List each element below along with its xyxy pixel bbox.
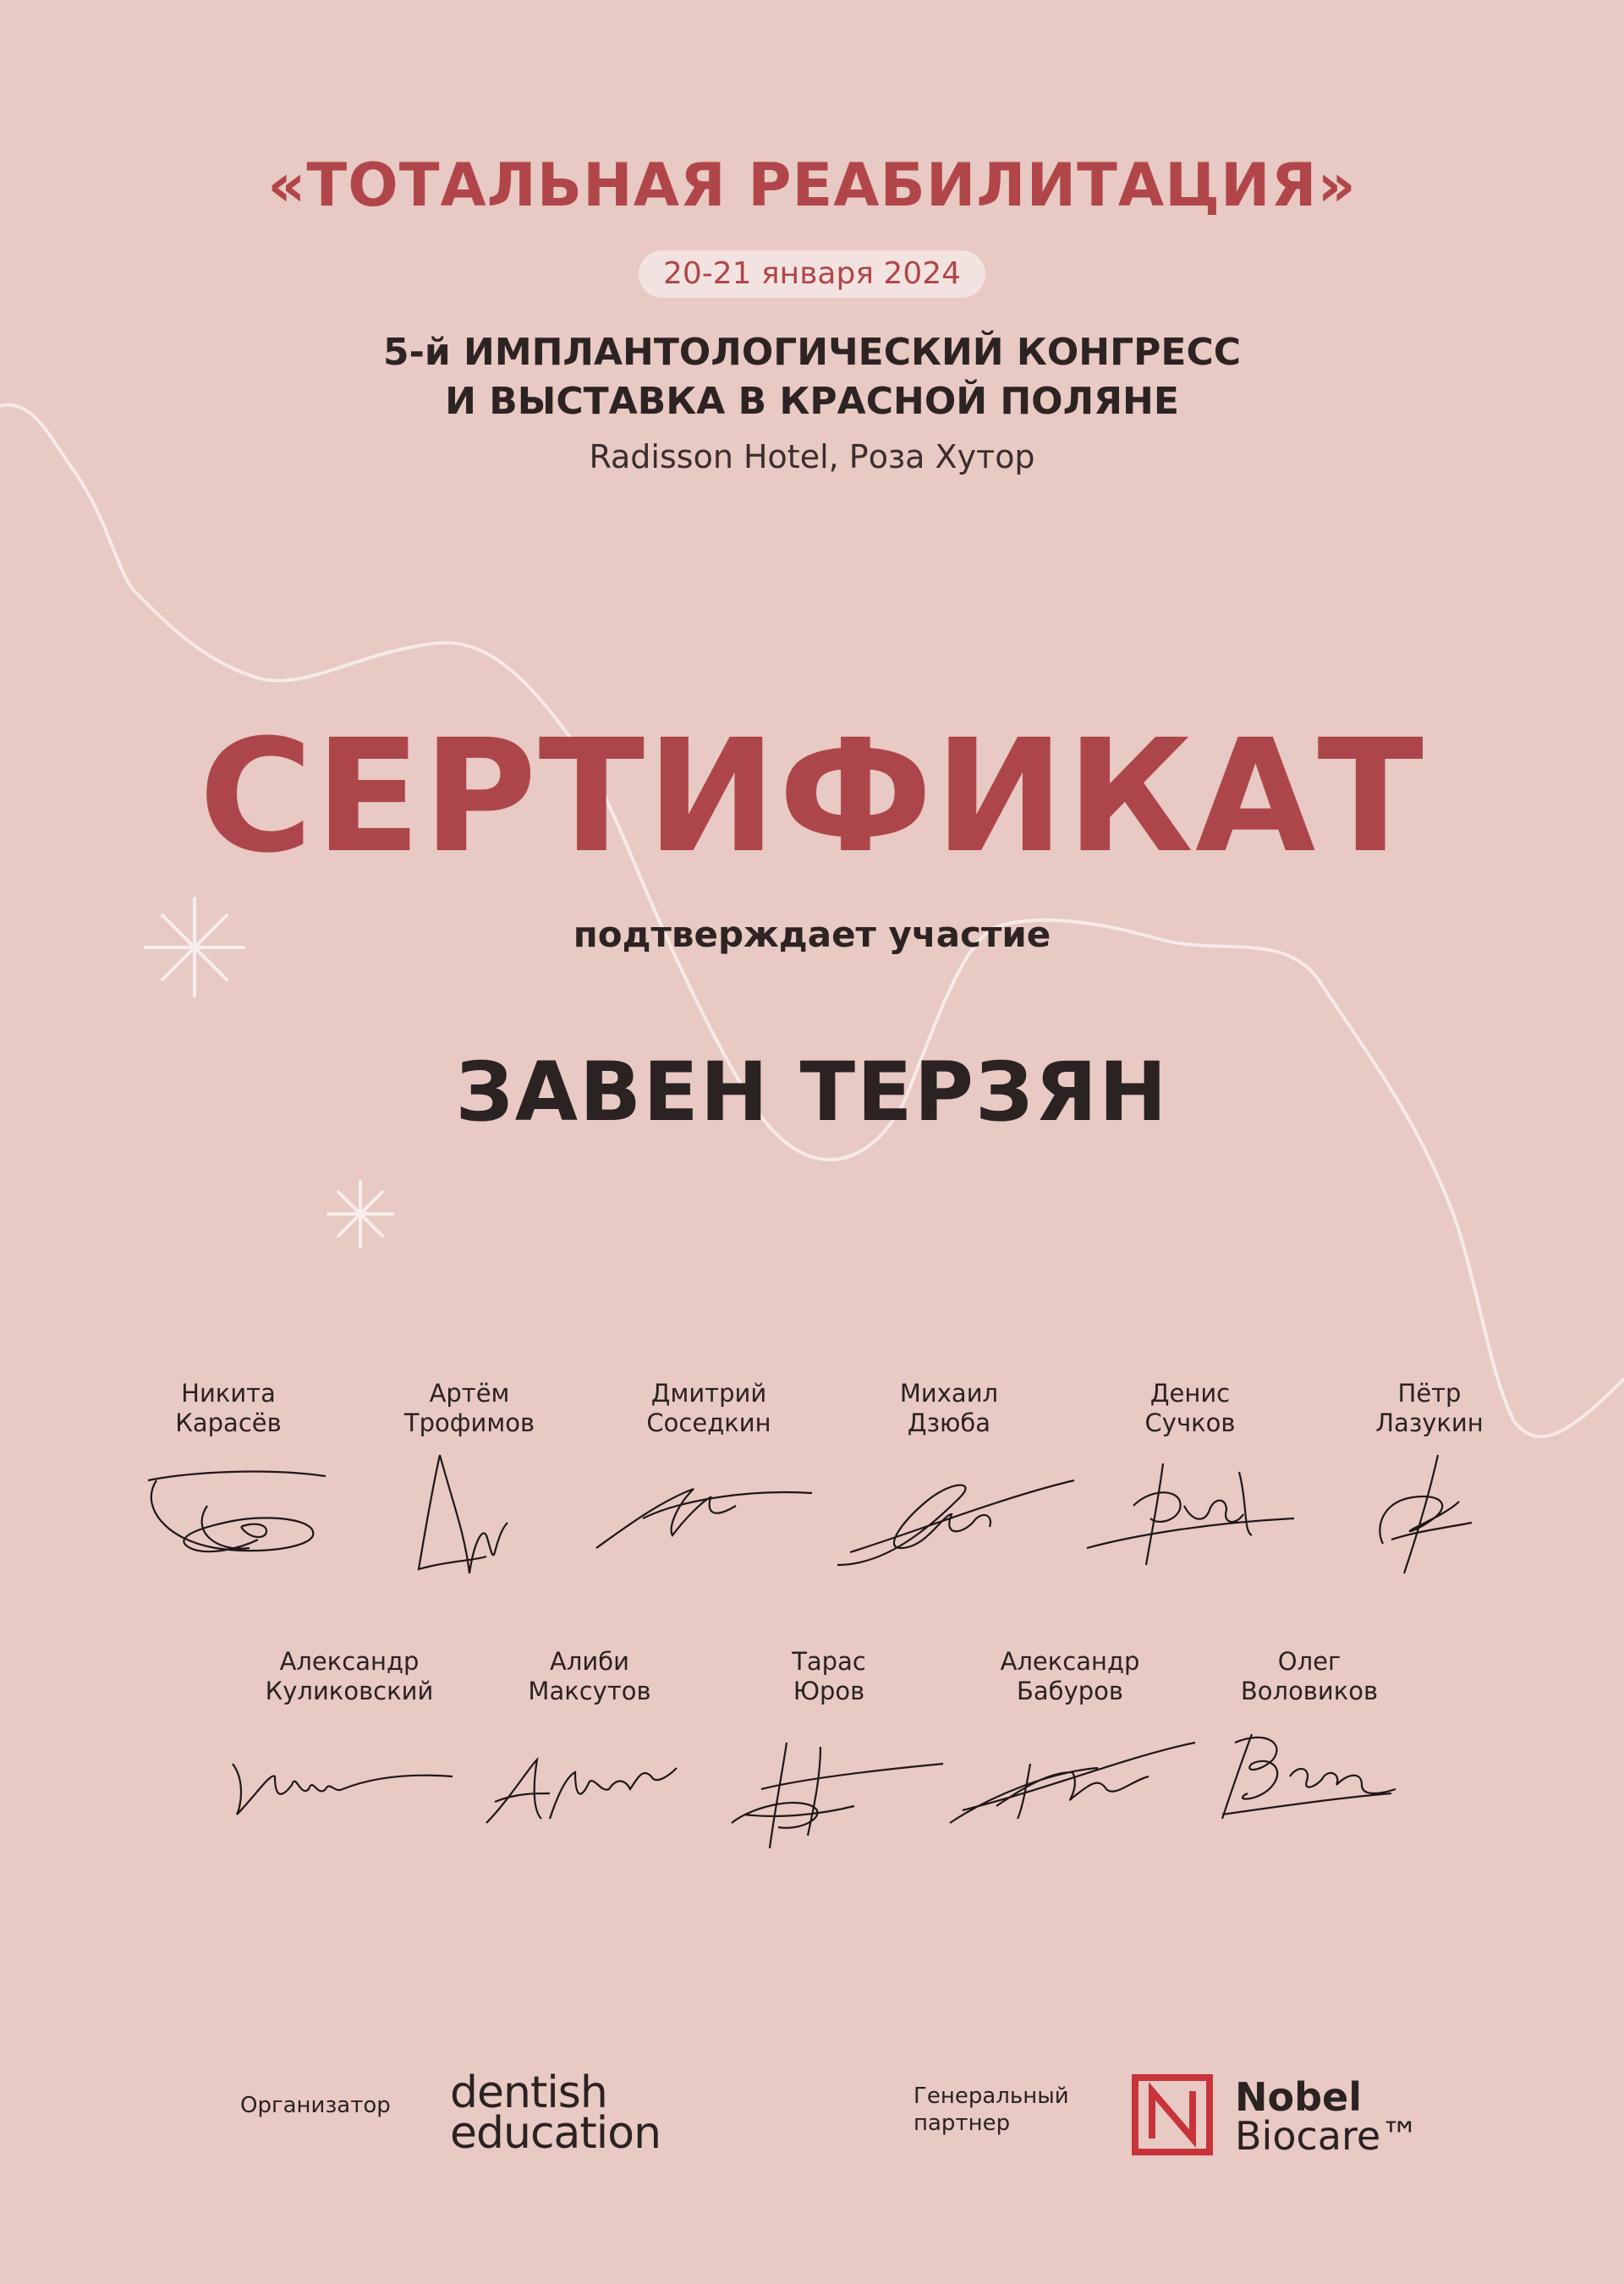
signer-last-name: Юров [793,1677,865,1705]
signer-first-name: Александр [1000,1647,1140,1676]
signature-image [1214,1726,1400,1827]
nobel-biocare-logo [1235,2074,1420,2159]
signature-image [1366,1451,1476,1578]
signer-name [239,1647,459,1706]
signer-first-name: Александр [279,1647,420,1676]
signer-last-name: Максутов [528,1677,651,1705]
signer-last-name: Соседкин [646,1408,771,1437]
signature-image [592,1468,816,1552]
signer-name [719,1647,939,1706]
signature-image [833,1463,1078,1573]
congress-title [0,328,1624,426]
signer-last-name: Лазукин [1375,1408,1484,1437]
sparkle-icon [325,1178,396,1249]
dentish-education-logo [450,2067,661,2159]
signer-block [480,1647,700,1706]
signer-name [599,1379,819,1438]
signer-block [960,1647,1180,1706]
signature-image [727,1738,947,1853]
partner-label-line2: партнер [914,2111,1011,2136]
signer-block [599,1379,819,1438]
signer-first-name: Олег [1277,1647,1341,1676]
congress-title-line2: И ВЫСТАВКА В КРАСНОЙ ПОЛЯНЕ [445,380,1179,423]
signer-first-name: Никита [181,1379,276,1408]
signer-last-name: Куликовский [265,1677,434,1705]
signer-name [1320,1379,1539,1438]
signer-block [1199,1647,1419,1706]
certificate-title: СЕРТИФИКАТ [199,706,1425,887]
signer-name [839,1379,1059,1438]
signer-first-name: Пётр [1397,1379,1462,1408]
signer-block [1080,1379,1300,1438]
signer-first-name: Тарас [792,1647,866,1676]
signer-block [239,1647,459,1706]
signer-first-name: Михаил [899,1379,999,1408]
signer-name [1199,1647,1419,1706]
partner-label [914,2083,1069,2137]
congress-title-line1: 5-й ИМПЛАНТОЛОГИЧЕСКИЙ КОНГРЕСС [382,331,1242,374]
signature-image [228,1747,457,1823]
signer-first-name: Денис [1149,1379,1231,1408]
signer-name [118,1379,338,1438]
organizer-label: Организатор [240,2093,391,2118]
signer-block [1320,1379,1539,1438]
signer-name [359,1379,579,1438]
organizer-logo-line1: dentish [450,2067,607,2118]
signer-last-name: Сучков [1144,1408,1236,1437]
signature-image [1083,1455,1298,1569]
signer-name [1080,1379,1300,1438]
signer-last-name: Дзюба [907,1408,991,1437]
partner-label-line1: Генеральный [914,2084,1069,2109]
signature-image [946,1738,1199,1827]
signer-last-name: Воловиков [1240,1677,1379,1705]
signer-block [839,1379,1059,1438]
signer-first-name: Дмитрий [650,1379,767,1408]
signer-last-name: Трофимов [403,1408,535,1437]
event-date-badge: 20-21 января 2024 [639,250,985,298]
organizer-logo-line2: education [450,2108,661,2159]
signature-image [482,1743,681,1827]
event-title: «ТОТАЛЬНАЯ РЕАБИЛИТАЦИЯ» [267,151,1357,220]
signer-first-name: Алиби [550,1647,629,1676]
signer-last-name: Карасёв [175,1408,282,1437]
signer-block [359,1379,579,1438]
signer-first-name: Артём [429,1379,510,1408]
signature-image [414,1451,516,1578]
nobel-n-logo-icon [1132,2074,1213,2155]
certificate-subtitle: подтверждает участие [573,914,1051,955]
partner-logo-line1: Nobel [1235,2074,1362,2120]
signer-name [480,1647,700,1706]
signer-name [960,1647,1180,1706]
signer-last-name: Бабуров [1017,1677,1123,1705]
signer-block [719,1647,939,1706]
recipient-name: ЗАВЕН ТЕРЗЯН [455,1045,1169,1139]
signature-image [140,1455,334,1565]
event-venue: Radisson Hotel, Роза Хутор [589,438,1035,475]
partner-logo-line2: Biocare™ [1235,2113,1420,2159]
signer-block [118,1379,338,1438]
